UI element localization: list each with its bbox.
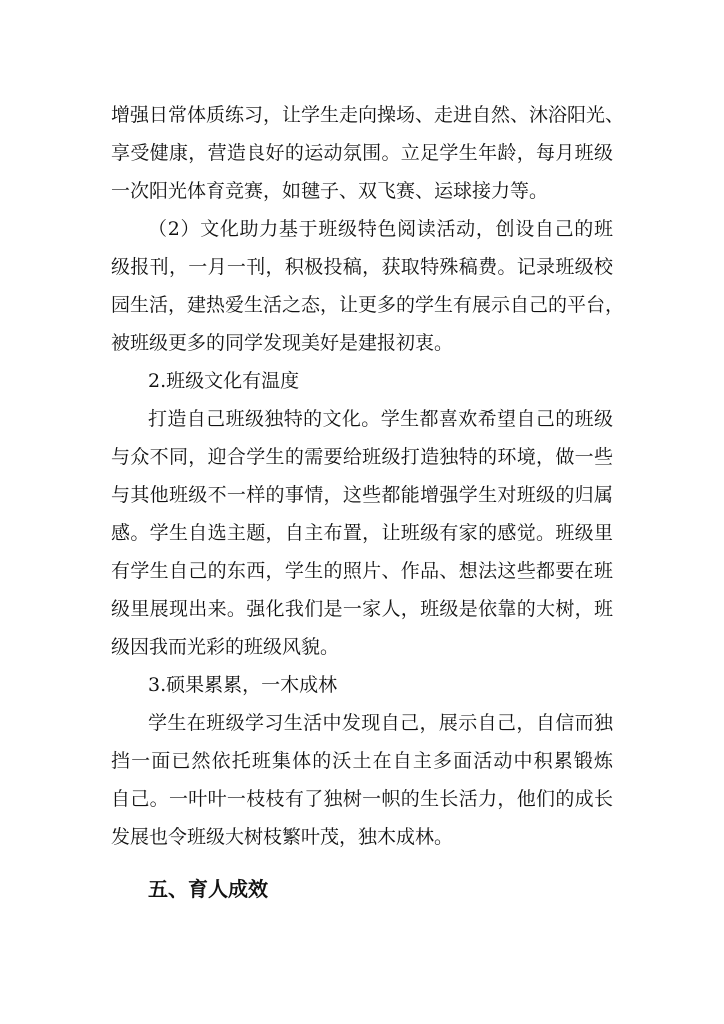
body-text-line: （2）文化助力基于班级特色阅读活动，创设自己的班 bbox=[148, 218, 613, 240]
subsection-title: 3.硕果累累，一木成林 bbox=[148, 674, 338, 696]
body-text-line: 打造自己班级独特的文化。学生都喜欢希望自己的班级 bbox=[148, 408, 613, 430]
subsection-title: 2.班级文化有温度 bbox=[148, 370, 300, 392]
body-text-line: 级因我而光彩的班级风貌。 bbox=[111, 636, 340, 658]
body-text-line: 享受健康，营造良好的运动氛围。立足学生年龄，每月班级 bbox=[111, 142, 613, 164]
body-text-line: 园生活，建热爱生活之态，让更多的学生有展示自己的平台， bbox=[111, 294, 625, 316]
body-text-line: 发展也令班级大树枝繁叶茂，独木成林。 bbox=[111, 826, 454, 848]
body-text-line: 一次阳光体育竞赛，如毽子、双飞赛、运球接力等。 bbox=[111, 180, 549, 202]
body-text-line: 感。学生自选主题，自主布置，让班级有家的感觉。班级里 bbox=[111, 522, 613, 544]
body-text-line: 与众不同，迎合学生的需要给班级打造独特的环境，做一些 bbox=[111, 446, 613, 468]
body-text-line: 有学生自己的东西，学生的照片、作品、想法这些都要在班 bbox=[111, 560, 613, 582]
body-text-line: 与其他班级不一样的事情，这些都能增强学生对班级的归属 bbox=[111, 484, 613, 506]
body-text-line: 被班级更多的同学发现美好是建报初衷。 bbox=[111, 332, 454, 354]
body-text-line: 学生在班级学习生活中发现自己，展示自己，自信而独 bbox=[148, 712, 613, 734]
body-text-line: 增强日常体质练习，让学生走向操场、走进自然、沐浴阳光、 bbox=[111, 104, 625, 126]
body-text-line: 挡一面已然依托班集体的沃土在自主多面活动中积累锻炼 bbox=[111, 750, 613, 772]
body-text-line: 级报刊，一月一刊，积极投稿，获取特殊稿费。记录班级校 bbox=[111, 256, 613, 278]
body-text-line: 自己。一叶叶一枝枝有了独树一帜的生长活力，他们的成长 bbox=[111, 788, 613, 810]
section-heading: 五、育人成效 bbox=[148, 877, 268, 901]
body-text-line: 级里展现出来。强化我们是一家人，班级是依靠的大树，班 bbox=[111, 598, 613, 620]
